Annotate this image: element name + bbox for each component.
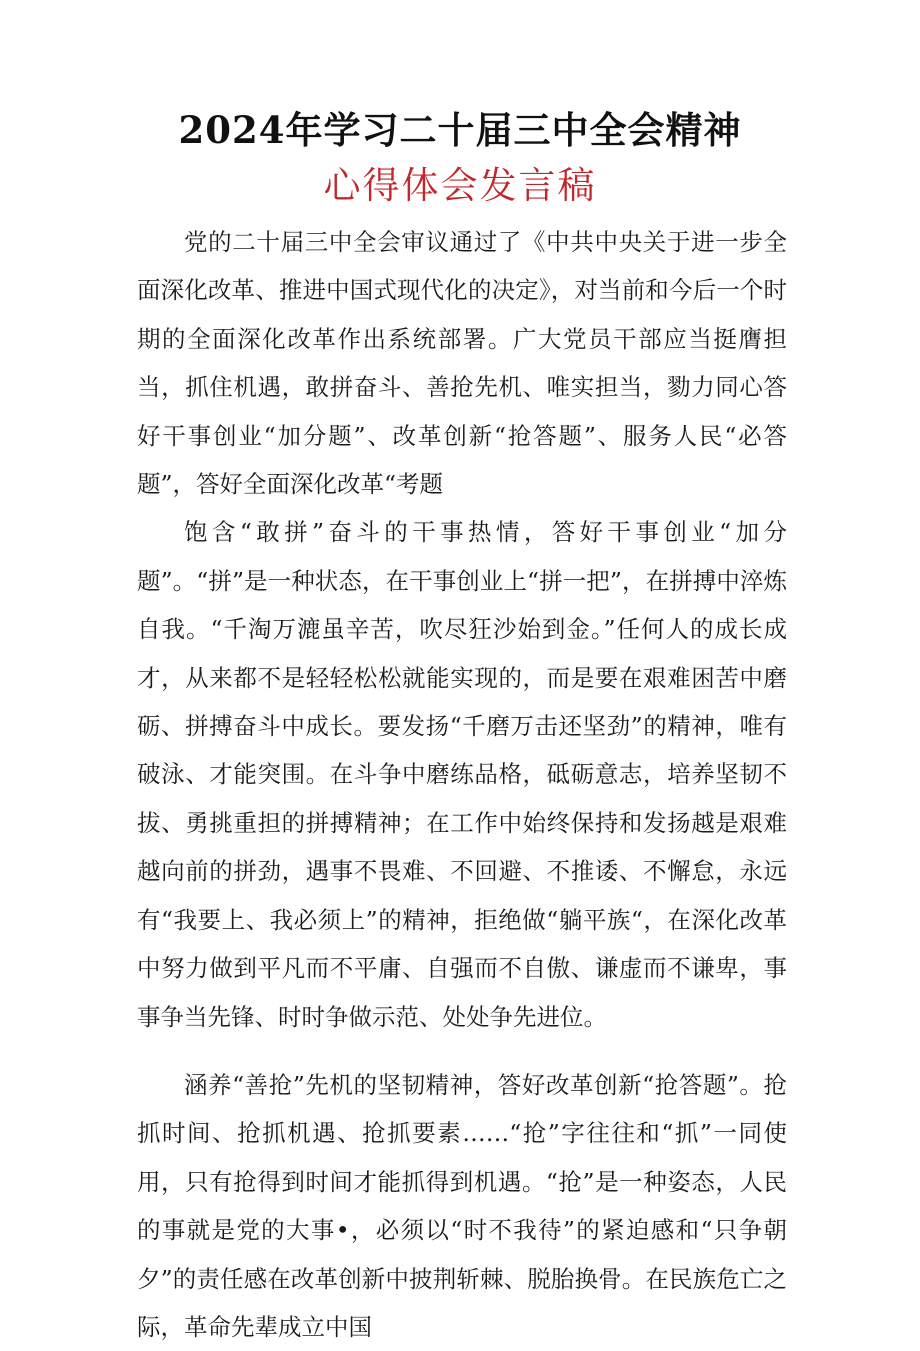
document-body [137,218,787,1351]
document-title: 2024年学习二十届三中全会精神 [178,108,742,152]
paragraph-seize-opportunity: 涵养“善抢”先机的坚韧精神，答好改革创新“抢答题”。抢抓时间、抢抓机遇、抢抓要素……“抢”字往往和“抓”一同使用，只有抢得到时间才能抓得到机遇。“抢”是一种姿态，人民的事就是党的大事•，必须以“时不我待”的紧迫感和“只争朝夕”的责任感在改革创新中披荆斩棘、脱胎换骨。在民族危亡之际，革命先辈成立中国 [137,1070,787,1341]
paragraph-dare-to-strive: 饱含“敢拼”奋斗的干事热情，答好干事创业“加分题”。“拼”是一种状态，在干事创业上“拼一把”，在拼搏中淬炼自我。“千淘万漉虽辛苦，吹尽狂沙始到金。”任何人的成长成才，从来都不是轻轻松松就能实现的，而是要在艰难困苦中磨砺、拼搏奋斗中成长。要发扬“千磨万击还坚劲”的精神，唯有破泳、才能突围。在斗争中磨练品格，砥砺意志，培养坚韧不拔、勇挑重担的拼搏精神；在工作中始终保持和发扬越是艰难越向前的拼劲，遇事不畏难、不回避、不推诿、不懈怠，永远有“我要上、我必须上”的精神，拒绝做“躺平族“，在深化改革中努力做到平凡而不平庸、自强而不自傲、谦虚而不谦卑，事事争当先锋、时时争做示范、处处争先进位。 [137,518,787,1031]
document-subtitle: 心得体会发言稿 [323,164,597,207]
paragraph-intro: 党的二十届三中全会审议通过了《中共中央关于进一步全面深化改革、推进中国式现代化的决定》，对当前和今后一个时期的全面深化改革作出系统部署。广大党员干部应当挺膺担当，抓住机遇，敢拼奋斗、善抢先机、唯实担当，勠力同心答好干事创业“加分题”、改革创新“抢答题”、服务人民“必答题”，答好全面深化改革“考题 [137,228,787,499]
